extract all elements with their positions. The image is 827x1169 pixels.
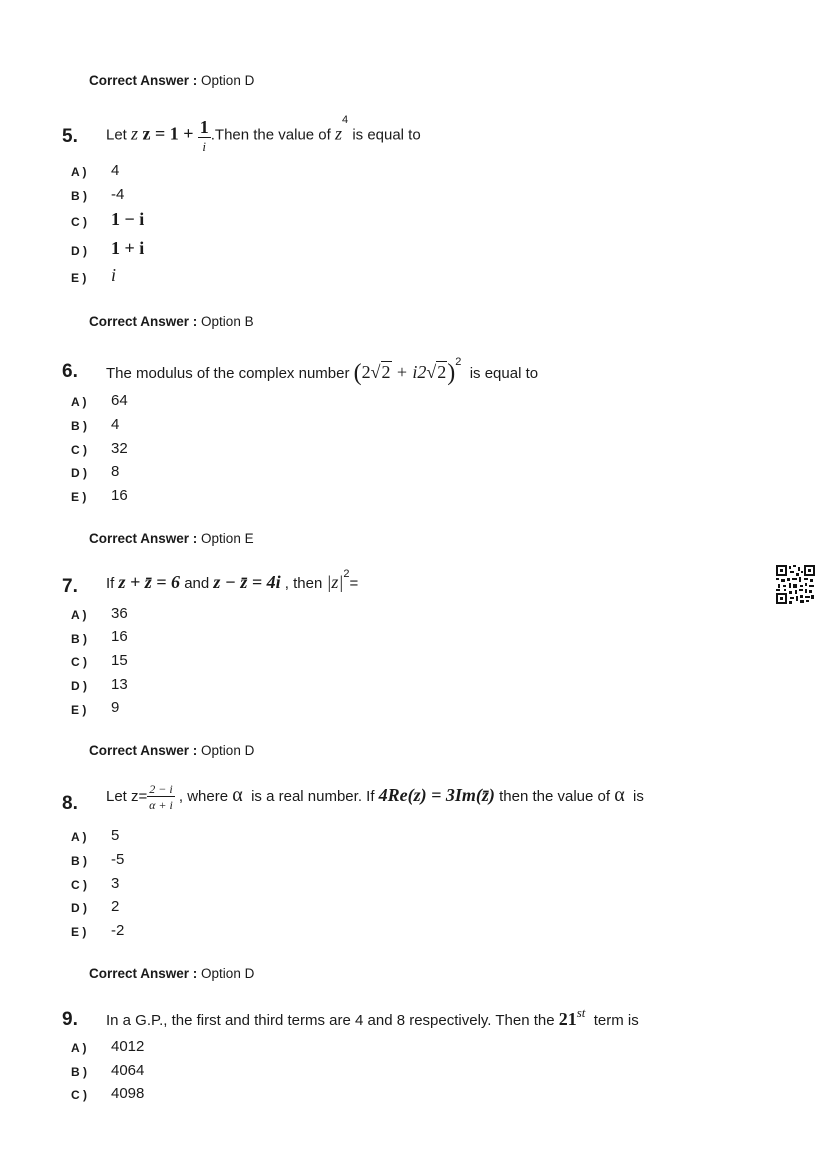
option-value: 16 bbox=[111, 628, 128, 645]
correct-answer-q6: Correct Answer : Option E bbox=[89, 531, 254, 546]
option-value: 4064 bbox=[111, 1062, 145, 1079]
question-number-6: 6. bbox=[62, 361, 78, 382]
option-value: -5 bbox=[111, 851, 125, 868]
option-label: B ) bbox=[71, 1065, 87, 1079]
question-text-7: If z + z̄ = 6 and z − z̄ = 4i , then $|z|^2=$ bbox=[106, 568, 359, 592]
option-label: E ) bbox=[71, 703, 87, 717]
option-value: 2 bbox=[111, 898, 120, 915]
option-value: 5 bbox=[111, 827, 120, 844]
question-number-9: 9. bbox=[62, 1009, 78, 1030]
option-label: E ) bbox=[71, 925, 87, 939]
option-value: -2 bbox=[111, 922, 125, 939]
option-value: i bbox=[111, 265, 117, 285]
option-label: E ) bbox=[71, 490, 87, 504]
option-label: C ) bbox=[71, 215, 87, 229]
option-label: B ) bbox=[71, 189, 87, 203]
correct-answer-q8: Correct Answer : Option D bbox=[89, 966, 255, 981]
correct-answer-q7: Correct Answer : Option D bbox=[89, 743, 255, 758]
option-label: B ) bbox=[71, 419, 87, 433]
option-value: 3 bbox=[111, 875, 120, 892]
option-label: E ) bbox=[71, 271, 87, 285]
question-number-8: 8. bbox=[62, 793, 78, 814]
option-value: 4 bbox=[111, 162, 120, 179]
option-label: C ) bbox=[71, 655, 87, 669]
option-value: 8 bbox=[111, 463, 120, 480]
q8-fraction: $\frac{2 - i}{\alpha + i}$ bbox=[149, 782, 173, 812]
option-value: 4012 bbox=[111, 1038, 145, 1055]
option-label: C ) bbox=[71, 443, 87, 457]
correct-answer-q4: Correct Answer : Option D bbox=[89, 73, 255, 88]
question-text-6: The modulus of the complex number $(2√2 + i2√2)^2$ is equal to bbox=[106, 356, 539, 386]
option-label: B ) bbox=[71, 854, 87, 868]
q5-fraction: $\frac{1}{i}$ bbox=[199, 117, 209, 154]
option-value: 32 bbox=[111, 440, 128, 457]
option-value: 1 + i bbox=[111, 238, 145, 258]
option-value: 13 bbox=[111, 676, 128, 693]
correct-answer-q5: Correct Answer : Option B bbox=[89, 314, 254, 329]
question-text-9: In a G.P., the first and third terms are 4 and 8 respectively. Then the 21st term is bbox=[106, 1005, 639, 1029]
option-label: C ) bbox=[71, 1088, 87, 1102]
option-value: 16 bbox=[111, 487, 128, 504]
option-value: 4098 bbox=[111, 1085, 145, 1102]
option-label: A ) bbox=[71, 830, 87, 844]
question-text-8: Let z= $\frac{2 - i}{\alpha + i}$ , where α is a real number. If 4Re(z) = 3Im(z̄) then the value of α is bbox=[106, 782, 644, 812]
option-value: 15 bbox=[111, 652, 128, 669]
option-value: -4 bbox=[111, 186, 125, 203]
option-label: D ) bbox=[71, 244, 87, 258]
option-label: A ) bbox=[71, 395, 87, 409]
option-value: 1 − i bbox=[111, 209, 145, 229]
question-number-5: 5. bbox=[62, 126, 78, 147]
option-value: 36 bbox=[111, 605, 128, 622]
qr-code-icon bbox=[776, 565, 815, 604]
option-value: 4 bbox=[111, 416, 120, 433]
option-label: A ) bbox=[71, 608, 87, 622]
option-label: A ) bbox=[71, 1041, 87, 1055]
question-number-7: 7. bbox=[62, 576, 78, 597]
option-label: D ) bbox=[71, 466, 87, 480]
option-label: C ) bbox=[71, 878, 87, 892]
option-value: 9 bbox=[111, 699, 120, 716]
option-label: D ) bbox=[71, 901, 87, 915]
option-value: 64 bbox=[111, 392, 128, 409]
question-text-5: Let z z = 1 + $\frac{1}{i}$ .Then the value of $z^4$ is equal to bbox=[106, 114, 421, 154]
option-label: D ) bbox=[71, 679, 87, 693]
option-label: B ) bbox=[71, 632, 87, 646]
option-label: A ) bbox=[71, 165, 87, 179]
